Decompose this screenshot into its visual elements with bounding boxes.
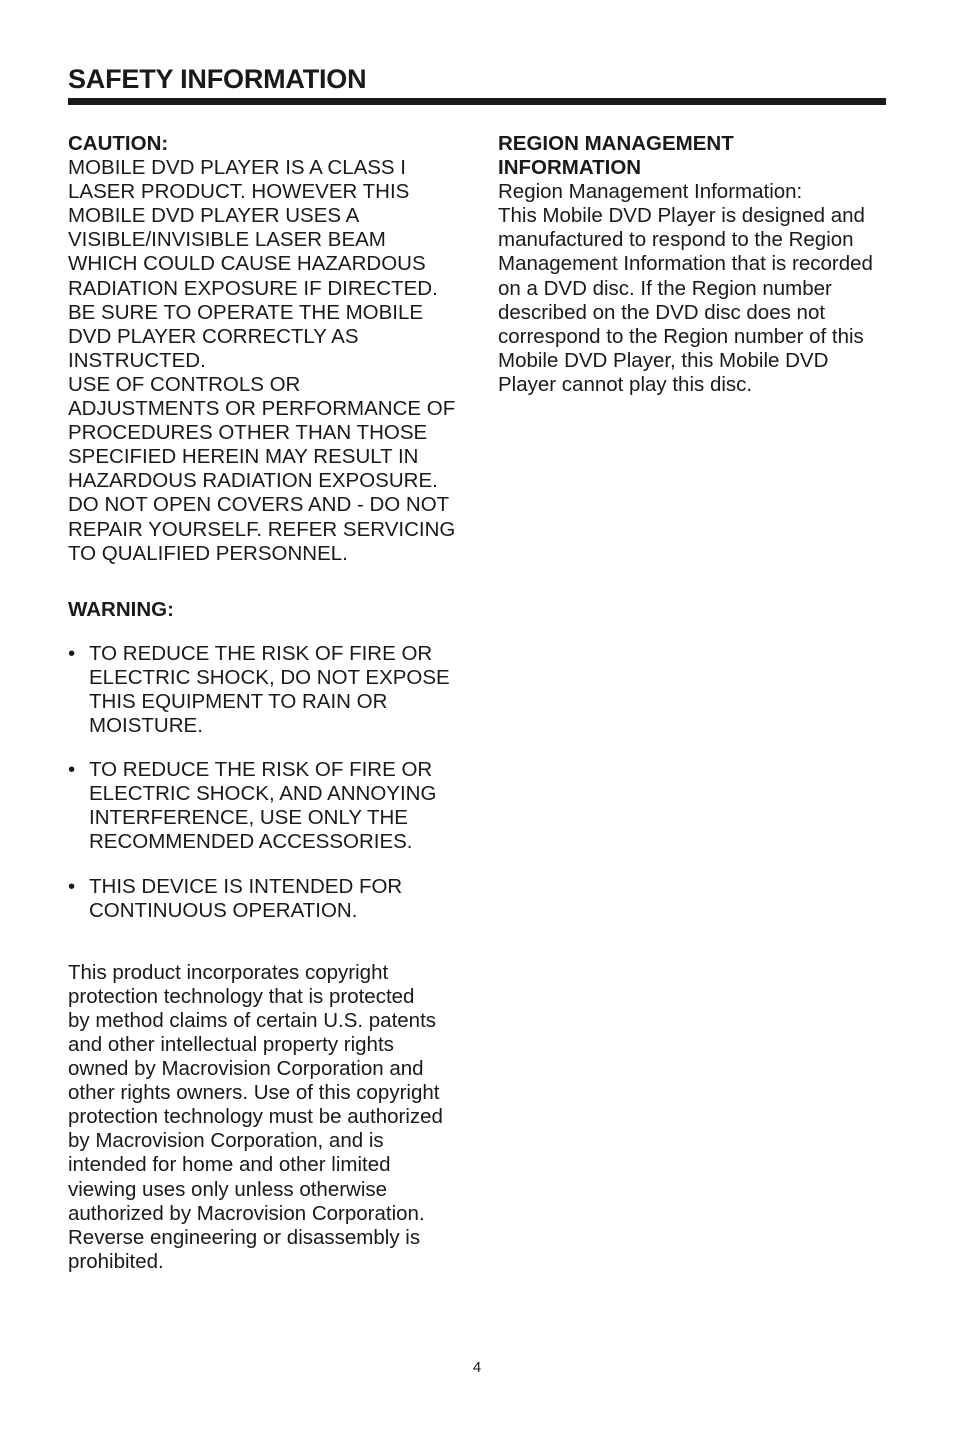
warning-item-text	[89, 642, 468, 738]
text-line: protection technology that is protected	[68, 984, 415, 1008]
text-line: WHICH COULD CAUSE HAZARDOUS	[68, 252, 426, 276]
text-line: TO REDUCE THE RISK OF FIRE OR	[89, 758, 433, 782]
text-line: ELECTRIC SHOCK, AND ANNOYING	[89, 782, 437, 806]
caution-text	[68, 156, 468, 566]
warning-item-2	[68, 758, 468, 854]
text-line: viewing uses only unless otherwise	[68, 1177, 388, 1201]
text-line: described on the DVD disc does not	[498, 300, 826, 324]
text-line: ADJUSTMENTS OR PERFORMANCE OF	[68, 397, 456, 421]
warning-list	[68, 642, 468, 923]
text-line: THIS DEVICE IS INTENDED FOR	[89, 874, 403, 898]
text-line: Management Information that is recorded	[498, 252, 873, 276]
text-line: REPAIR YOURSELF. REFER SERVICING	[68, 517, 456, 541]
text-line: This product incorporates copyright	[68, 960, 389, 984]
text-line: CONTINUOUS OPERATION.	[89, 898, 358, 922]
text-line: INFORMATION	[498, 156, 642, 180]
text-line: Region Management Information:	[498, 180, 803, 204]
text-line: This Mobile DVD Player is designed and	[498, 204, 865, 228]
text-line: Player cannot play this disc.	[498, 372, 753, 396]
text-line: TO QUALIFIED PERSONNEL.	[68, 541, 348, 565]
right-column	[498, 132, 893, 397]
text-line: Reverse engineering or disassembly is	[68, 1225, 421, 1249]
warning-item-3	[68, 875, 468, 923]
text-line: BE SURE TO OPERATE THE MOBILE	[68, 300, 424, 324]
text-line: MOBILE DVD PLAYER IS A CLASS I	[68, 156, 406, 180]
caution-heading: CAUTION:	[68, 132, 169, 155]
text-line: HAZARDOUS RADIATION EXPOSURE.	[68, 469, 438, 493]
text-line: VISIBLE/INVISIBLE LASER BEAM	[68, 228, 386, 252]
text-line: ELECTRIC SHOCK, DO NOT EXPOSE	[89, 665, 450, 689]
text-line: USE OF CONTROLS OR	[68, 372, 301, 396]
text-line: THIS EQUIPMENT TO RAIN OR	[89, 689, 388, 713]
text-line: correspond to the Region number of this	[498, 324, 864, 348]
text-line: RECOMMENDED ACCESSORIES.	[89, 830, 413, 854]
text-line: INTERFERENCE, USE ONLY THE	[89, 806, 408, 830]
text-line: TO REDUCE THE RISK OF FIRE OR	[89, 641, 433, 665]
region-text	[498, 180, 893, 397]
text-line: protection technology must be authorized	[68, 1105, 443, 1129]
text-line: by method claims of certain U.S. patents	[68, 1008, 437, 1032]
bullet-icon: •	[68, 758, 76, 782]
text-line: LASER PRODUCT. HOWEVER THIS	[68, 180, 410, 204]
warning-item-text	[89, 758, 468, 854]
text-line: MOISTURE.	[89, 714, 203, 738]
text-line: RADIATION EXPOSURE IF DIRECTED.	[68, 276, 438, 300]
text-line: prohibited.	[68, 1249, 164, 1273]
text-line: SPECIFIED HEREIN MAY RESULT IN	[68, 445, 419, 469]
text-line: manufactured to respond to the Region	[498, 228, 854, 252]
left-column	[68, 132, 468, 1274]
title-rule	[68, 98, 886, 105]
text-line: REGION MANAGEMENT	[498, 132, 734, 155]
text-line: DVD PLAYER CORRECTLY AS	[68, 324, 359, 348]
page-title: SAFETY INFORMATION	[68, 64, 367, 94]
text-line: intended for home and other limited	[68, 1153, 391, 1177]
text-line: and other intellectual property rights	[68, 1033, 394, 1056]
bullet-icon: •	[68, 874, 76, 898]
warning-item-text	[89, 875, 468, 923]
warning-item-1	[68, 642, 468, 738]
text-line: on a DVD disc. If the Region number	[498, 276, 832, 300]
text-line: MOBILE DVD PLAYER USES A	[68, 204, 360, 228]
text-line: DO NOT OPEN COVERS AND - DO NOT	[68, 493, 450, 517]
text-line: owned by Macrovision Corporation and	[68, 1057, 424, 1081]
text-line: authorized by Macrovision Corporation.	[68, 1201, 425, 1225]
copyright-notice	[68, 961, 468, 1274]
warning-heading: WARNING:	[68, 597, 174, 621]
warning-section	[68, 598, 468, 923]
region-heading	[498, 132, 893, 180]
text-line: PROCEDURES OTHER THAN THOSE	[68, 421, 428, 445]
page-number: 4	[472, 1359, 482, 1376]
text-line: other rights owners. Use of this copyright	[68, 1081, 440, 1105]
caution-section	[68, 132, 468, 566]
text-line: Mobile DVD Player, this Mobile DVD	[498, 348, 829, 372]
bullet-icon: •	[68, 641, 76, 665]
text-line: by Macrovision Corporation, and is	[68, 1129, 384, 1153]
text-line: INSTRUCTED.	[68, 348, 206, 372]
